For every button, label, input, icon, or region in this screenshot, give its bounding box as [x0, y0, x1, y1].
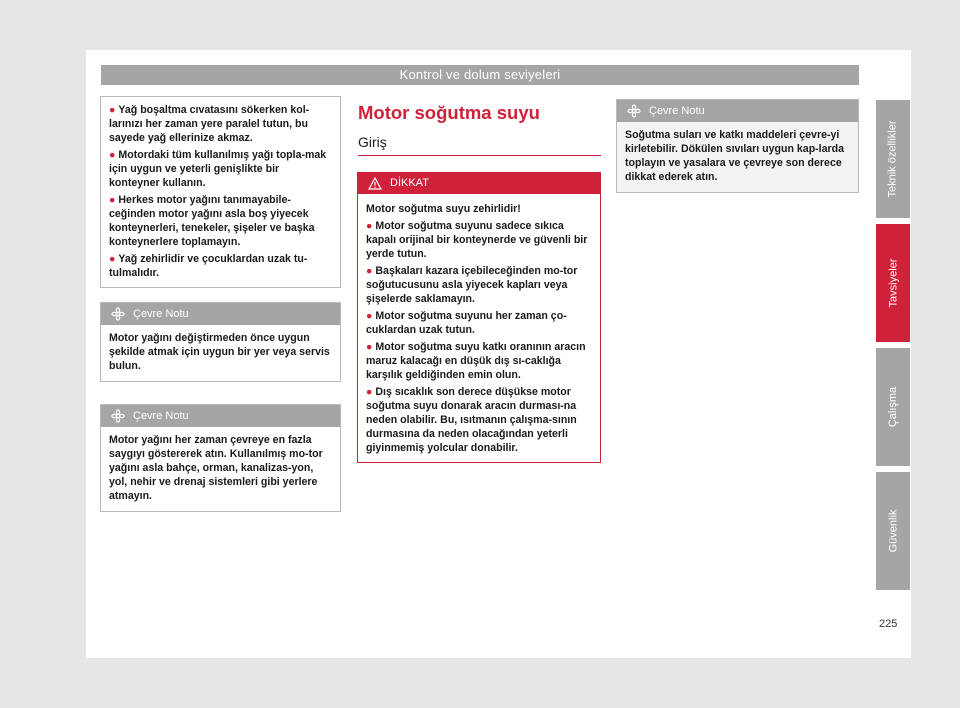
- note-header: Çevre Notu: [101, 405, 340, 427]
- note-text: Motor yağını her zaman çevreye en fazla saygıyı göstererek atın. Kullanılmış mo-tor yağını asla bahçe, orman, kanalizas-yon, yol, nehir ve drenaj sistemleri gibi yerlere atmayın.: [109, 434, 323, 502]
- list-item: ● Yağ zehirlidir ve çocuklardan uzak tu-tulmalıdır.: [109, 253, 308, 279]
- list-item: ● Herkes motor yağını tanımayabile-ceğinden motor yağını asla boş yiyecek konteynerleri, tenekeler, şişeler ve başka konteynerlere toplamayın.: [109, 194, 315, 248]
- note-text: Soğutma suları ve katkı maddeleri çevre-yi kirletebilir. Dökülen sıvıları uygun kap-larda toplayın ve yasalara ve çevreye son derece dikkat ederek atın.: [625, 129, 845, 183]
- environment-note-3: [616, 99, 859, 193]
- environment-note-1: [100, 302, 341, 382]
- warning-box: [357, 172, 601, 463]
- section-subtitle: Giriş: [358, 134, 601, 156]
- list-item: ● Motor soğutma suyunu sadece sıkıca kapalı orijinal bir konteynerde ve güvenli bir yerde tutun.: [366, 220, 588, 260]
- section-title: Motor soğutma suyu: [358, 102, 540, 123]
- note-header: Çevre Notu: [101, 303, 340, 325]
- warning-header: DİKKAT: [358, 173, 600, 194]
- bullet-icon: ●: [109, 194, 116, 206]
- note-header: Çevre Notu: [617, 100, 858, 122]
- flower-icon: [111, 409, 125, 423]
- tab-tavsiyeler[interactable]: Tavsiyeler: [876, 224, 910, 342]
- bullet-box: [100, 96, 341, 288]
- list-item: ● Motordaki tüm kullanılmış yağı topla-mak için uygun ve yeterli genişlikte bir konteyner kullanın.: [109, 149, 327, 189]
- column-2: [357, 96, 601, 463]
- bullet-icon: ●: [366, 386, 373, 398]
- bullet-icon: ●: [366, 310, 373, 322]
- page-number: 225: [879, 618, 898, 630]
- flower-icon: [627, 104, 641, 118]
- bullet-icon: ●: [109, 149, 116, 161]
- list-item: ● Başkaları kazara içebileceğinden mo-tor soğutucusunu asla yiyecek kapları veya şişelerde saklamayın.: [366, 265, 578, 305]
- bullet-icon: ●: [366, 341, 373, 353]
- note-text: Motor yağını değiştirmeden önce uygun şekilde atmak için uygun bir yer veya servis bulun.: [109, 332, 330, 372]
- flower-icon: [111, 307, 125, 321]
- bullet-icon: ●: [366, 220, 373, 232]
- list-item: ● Yağ boşaltma cıvatasını sökerken kol-larınızı her zaman yere paralel tutun, bu sayede yağ ellerinize akmaz.: [109, 104, 310, 144]
- tab-calisma[interactable]: Çalışma: [876, 348, 910, 466]
- bullet-icon: ●: [109, 104, 116, 116]
- bullet-icon: ●: [109, 253, 116, 265]
- column-3: [616, 99, 859, 193]
- list-item: ● Motor soğutma suyunu her zaman ço-cuklardan uzak tutun.: [366, 310, 567, 336]
- tab-guvenlik[interactable]: Güvenlik: [876, 472, 910, 590]
- list-item: ● Motor soğutma suyu katkı oranının aracın maruz kalacağı en düşük dış sı-caklığa karşılık geldiğinden emin olun.: [366, 341, 586, 381]
- warning-intro: Motor soğutma suyu zehirlidir!: [366, 203, 521, 215]
- bullet-icon: ●: [366, 265, 373, 277]
- tab-teknik-ozellikler[interactable]: Teknik özellikler: [876, 100, 910, 218]
- header-bar: Kontrol ve dolum seviyeleri: [101, 65, 859, 85]
- column-1: [100, 96, 341, 512]
- warning-triangle-icon: [368, 177, 382, 190]
- list-item: ● Dış sıcaklık son derece düşükse motor soğutma suyu donarak aracın durması-na neden olabilir. Bu, ısıtmanın çalışma-sının durmasına da neden olacağından yeterli giyinmemiş yolcular donabilir.: [366, 386, 577, 454]
- environment-note-2: [100, 404, 341, 512]
